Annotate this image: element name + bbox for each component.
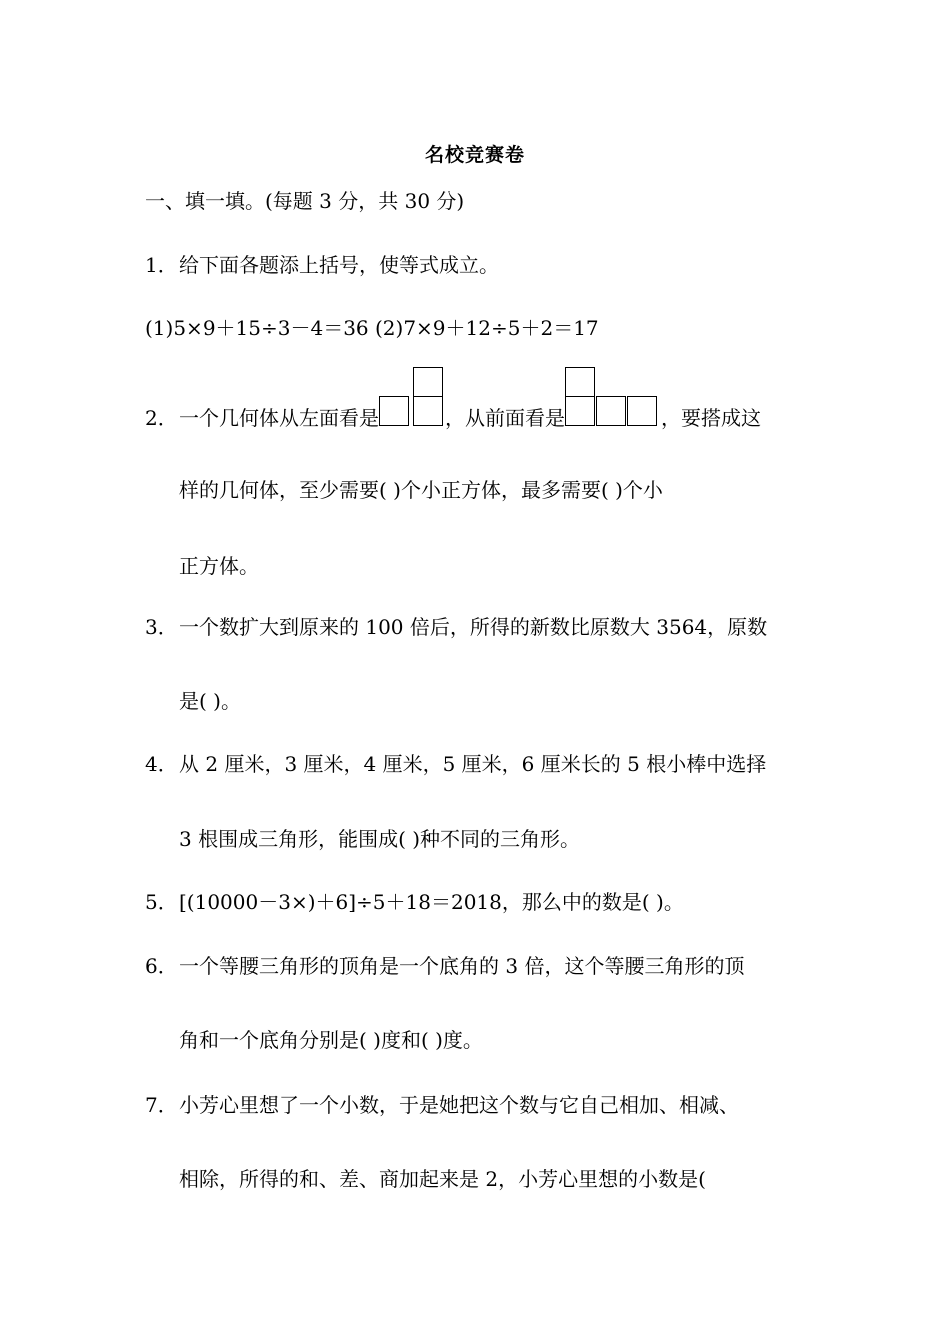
question-4-line-2: 3 根围成三角形，能围成( )种不同的三角形。 — [179, 827, 581, 851]
question-text: 一个等腰三角形的顶角是一个底角的 3 倍，这个等腰三角形的顶 — [179, 954, 745, 978]
question-1 — [145, 252, 499, 278]
question-7 — [145, 1092, 739, 1118]
grid-cell — [627, 396, 657, 426]
page-title: 名校竞赛卷 — [424, 144, 525, 166]
question-2 — [145, 405, 761, 431]
question-number: 5． — [145, 890, 178, 914]
grid-cell — [565, 396, 595, 426]
question-7-line-2: 相除，所得的和、差、商加起来是 2，小芳心里想的小数是( — [179, 1167, 706, 1191]
question-5 — [145, 889, 684, 915]
question-2-line-3: 正方体。 — [179, 554, 259, 578]
question-number: 7． — [145, 1093, 178, 1117]
question-4 — [145, 751, 766, 777]
left-view-figure — [379, 405, 445, 431]
question-3 — [145, 614, 767, 640]
grid-cell — [596, 396, 626, 426]
question-text: 给下面各题添上括号，使等式成立。 — [179, 253, 499, 277]
question-text: 从 2 厘米，3 厘米，4 厘米，5 厘米，6 厘米长的 5 根小棒中选择 — [179, 752, 767, 776]
question-number: 2． — [145, 406, 178, 430]
grid-cell — [413, 396, 443, 426]
grid-cell — [379, 396, 409, 426]
question-text-a: 一个几何体从左面看是 — [179, 406, 379, 430]
question-number: 3． — [145, 615, 178, 639]
question-number: 4． — [145, 752, 178, 776]
question-2-line-2: 样的几何体，至少需要( )个小正方体，最多需要( )个小 — [179, 478, 663, 502]
question-6-line-2: 角和一个底角分别是( )度和( )度。 — [179, 1028, 483, 1052]
section-heading: 一、填一填。(每题 3 分，共 30 分) — [145, 189, 465, 213]
question-1-equations: (1)5×9＋15÷3－4＝36 (2)7×9＋12÷5＋2＝17 — [145, 316, 599, 340]
grid-cell — [565, 367, 595, 397]
question-text-c: ，要搭成这 — [661, 406, 761, 430]
question-3-line-2: 是( )。 — [179, 689, 241, 713]
question-6 — [145, 953, 744, 979]
question-text: [(10000－3×)＋6]÷5＋18＝2018，那么中的数是( )。 — [179, 890, 684, 914]
question-number: 1． — [145, 253, 178, 277]
question-text: 小芳心里想了一个小数，于是她把这个数与它自己相加、相减、 — [179, 1093, 739, 1117]
front-view-figure — [565, 405, 661, 431]
grid-cell — [413, 367, 443, 397]
question-text-b: ，从前面看是 — [445, 406, 565, 430]
question-number: 6． — [145, 954, 178, 978]
question-text: 一个数扩大到原来的 100 倍后，所得的新数比原数大 3564，原数 — [179, 615, 768, 639]
